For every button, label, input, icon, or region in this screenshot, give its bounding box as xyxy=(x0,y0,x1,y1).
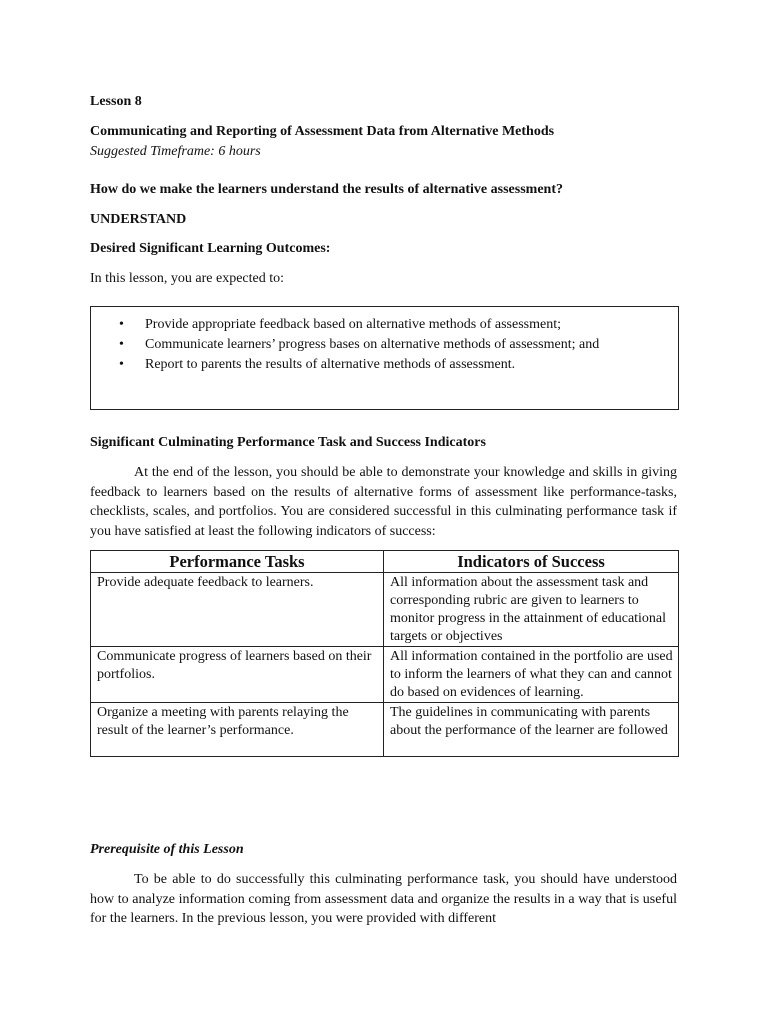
table-header: Indicators of Success xyxy=(384,551,679,573)
understand-heading: UNDERSTAND xyxy=(90,212,187,227)
table-row xyxy=(91,703,679,757)
objectives-list xyxy=(119,315,599,375)
lesson-label: Lesson 8 xyxy=(90,94,142,109)
outcomes-heading: Desired Significant Learning Outcomes: xyxy=(90,241,331,256)
table-cell: All information about the assessment task and corresponding rubric are given to learners to monitor progress in the attainment of educational targets or objectives xyxy=(384,573,679,647)
table-cell: Communicate progress of learners based on their portfolios. xyxy=(91,647,384,703)
intro-text: In this lesson, you are expected to: xyxy=(90,271,285,286)
table-cell: Provide adequate feedback to learners. xyxy=(91,573,384,647)
table-row xyxy=(91,573,679,647)
objective-item: • Communicate learners’ progress bases on alternative methods of assessment; and xyxy=(119,335,599,355)
lesson-title: Communicating and Reporting of Assessment Data from Alternative Methods xyxy=(90,124,555,139)
table-cell: The guidelines in communicating with parents about the performance of the learner are followed xyxy=(384,703,679,757)
essential-question: How do we make the learners understand the results of alternative assessment? xyxy=(90,182,563,197)
objectives-box xyxy=(90,306,679,410)
prerequisite-paragraph: To be able to do successfully this culminating performance task, you should have understood how to analyze information coming from assessment data and organize the results in a way that is useful for the learners. In the previous lesson, you were provided with different xyxy=(90,872,677,926)
table-cell: All information contained in the portfolio are used to inform the learners of what they can and cannot do based on evidences of learning. xyxy=(384,647,679,703)
prerequisite-heading: Prerequisite of this Lesson xyxy=(90,842,244,857)
objective-item: • Provide appropriate feedback based on alternative methods of assessment; xyxy=(119,315,599,335)
task-paragraph: At the end of the lesson, you should be able to demonstrate your knowledge and skills in giving feedback to learners based on the results of alternative forms of assessment like performance-tasks, checklists, scales, and portfolios. You are considered successful in this culminating performance task if you have satisfied at least the following indicators of success: xyxy=(90,465,677,539)
success-indicators-table xyxy=(90,550,679,757)
table-header: Performance Tasks xyxy=(91,551,384,573)
suggested-timeframe: Suggested Timeframe: 6 hours xyxy=(90,144,261,159)
objective-item: • Report to parents the results of alternative methods of assessment. xyxy=(119,355,599,375)
table-cell: Organize a meeting with parents relaying the result of the learner’s performance. xyxy=(91,703,384,757)
table-row xyxy=(91,647,679,703)
task-heading: Significant Culminating Performance Task and Success Indicators xyxy=(90,435,486,450)
table-header-row xyxy=(91,551,679,573)
